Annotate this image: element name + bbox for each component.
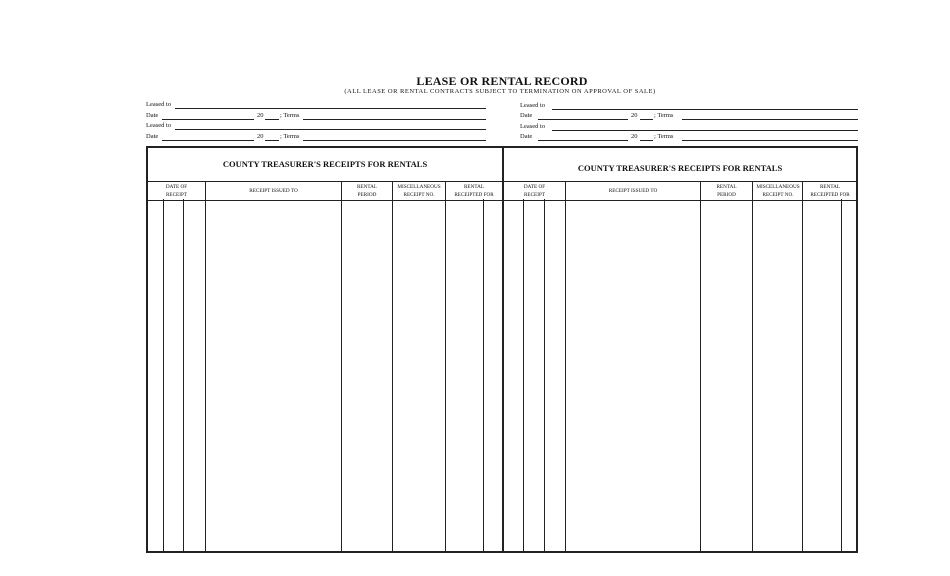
- col-header-line: RECEIPTED FOR: [810, 192, 850, 198]
- left-leased-to-1: [146, 101, 486, 110]
- col-header-line: PERIOD: [717, 192, 736, 198]
- col-rental-period: [701, 182, 752, 200]
- year-prefix: 20: [257, 133, 264, 140]
- leased-to-label: Leased to: [146, 122, 172, 129]
- leased-to-label: Leased to: [520, 102, 546, 109]
- date-line[interactable]: [162, 119, 254, 120]
- terms-label: ; Terms: [654, 133, 674, 140]
- receipts-panel-left: [146, 146, 504, 553]
- year-prefix: 20: [631, 133, 638, 140]
- panel-title: COUNTY TREASURER'S RECEIPTS FOR RENTALS: [222, 159, 428, 169]
- left-date-2: [146, 133, 486, 142]
- col-date-of-receipt: [504, 182, 565, 200]
- leased-to-label: Leased to: [146, 101, 172, 108]
- leased-to-line[interactable]: [552, 109, 858, 110]
- year-prefix: 20: [631, 112, 638, 119]
- col-header-line: RECEIPT ISSUED TO: [608, 188, 658, 194]
- col-header-line: DATE OF: [165, 184, 188, 190]
- col-header-line: RENTAL: [716, 184, 737, 190]
- col-receipt-issued-to: [566, 182, 700, 200]
- col-header-line: PERIOD: [357, 192, 377, 198]
- year-line[interactable]: [265, 140, 279, 141]
- year-line[interactable]: [265, 119, 279, 120]
- col-receipt-issued-to: [206, 182, 341, 200]
- col-header-line: MISCELLANEOUS: [397, 184, 441, 190]
- right-leased-to-1: [520, 102, 858, 111]
- column-divider: [752, 181, 753, 551]
- col-header-line: RECEIPT: [165, 192, 188, 198]
- right-date-1: [520, 112, 858, 121]
- column-divider: [205, 181, 206, 551]
- date-line[interactable]: [538, 119, 628, 120]
- form-title: LEASE OR RENTAL RECORD: [416, 74, 588, 88]
- column-divider: [544, 199, 545, 551]
- year-prefix: 20: [257, 112, 264, 119]
- leased-to-line[interactable]: [552, 130, 858, 131]
- leased-to-line[interactable]: [175, 108, 486, 109]
- col-header-line: RECEIPT ISSUED TO: [249, 188, 298, 194]
- terms-line[interactable]: [682, 119, 858, 120]
- year-line[interactable]: [640, 140, 653, 141]
- column-divider: [483, 199, 484, 551]
- panel-title: COUNTY TREASURER'S RECEIPTS FOR RENTALS: [577, 163, 783, 173]
- col-rental-receipted-for: [804, 182, 856, 200]
- left-leased-to-2: [146, 122, 486, 131]
- date-line[interactable]: [162, 140, 254, 141]
- column-header-row: [148, 181, 502, 201]
- date-label: Date: [146, 133, 159, 140]
- date-label: Date: [520, 133, 533, 140]
- column-divider: [392, 181, 393, 551]
- right-date-2: [520, 133, 858, 142]
- column-divider: [445, 181, 446, 551]
- terms-line[interactable]: [682, 140, 858, 141]
- col-date-of-receipt: [148, 182, 205, 200]
- date-line[interactable]: [538, 140, 628, 141]
- terms-label: ; Terms: [280, 112, 300, 119]
- column-divider: [700, 181, 701, 551]
- form-subtitle: (ALL LEASE OR RENTAL CONTRACTS SUBJECT TO TERMINATION ON APPROVAL OF SALE): [344, 88, 656, 95]
- terms-label: ; Terms: [280, 133, 300, 140]
- leased-to-label: Leased to: [520, 123, 546, 130]
- terms-label: ; Terms: [654, 112, 674, 119]
- column-divider: [341, 181, 342, 551]
- terms-line[interactable]: [303, 140, 486, 141]
- receipts-panel-right: [502, 146, 858, 553]
- date-label: Date: [520, 112, 533, 119]
- left-date-1: [146, 112, 486, 121]
- column-divider: [841, 199, 842, 551]
- col-header-line: RECEIPTED FOR: [454, 192, 494, 198]
- leased-to-line[interactable]: [175, 129, 486, 130]
- year-line[interactable]: [640, 119, 653, 120]
- col-header-line: RECEIPT: [523, 192, 546, 198]
- col-header-line: RENTAL: [356, 184, 378, 190]
- col-misc-receipt-no: [753, 182, 803, 200]
- date-label: Date: [146, 112, 159, 119]
- col-rental-period: [342, 182, 392, 200]
- right-leased-to-2: [520, 123, 858, 132]
- col-header-line: MISCELLANEOUS: [756, 184, 800, 190]
- column-divider: [523, 199, 524, 551]
- column-divider: [183, 199, 184, 551]
- terms-line[interactable]: [303, 119, 486, 120]
- column-header-row: [504, 181, 856, 201]
- column-divider: [802, 181, 803, 551]
- column-divider: [565, 181, 566, 551]
- col-header-line: RECEIPT NO.: [403, 192, 435, 198]
- col-header-line: RECEIPT NO.: [762, 192, 794, 198]
- column-divider: [163, 199, 164, 551]
- col-header-line: RENTAL: [463, 184, 485, 190]
- col-header-line: RENTAL: [819, 184, 841, 190]
- col-misc-receipt-no: [393, 182, 445, 200]
- col-header-line: DATE OF: [523, 184, 546, 190]
- col-rental-receipted-for: [446, 182, 502, 200]
